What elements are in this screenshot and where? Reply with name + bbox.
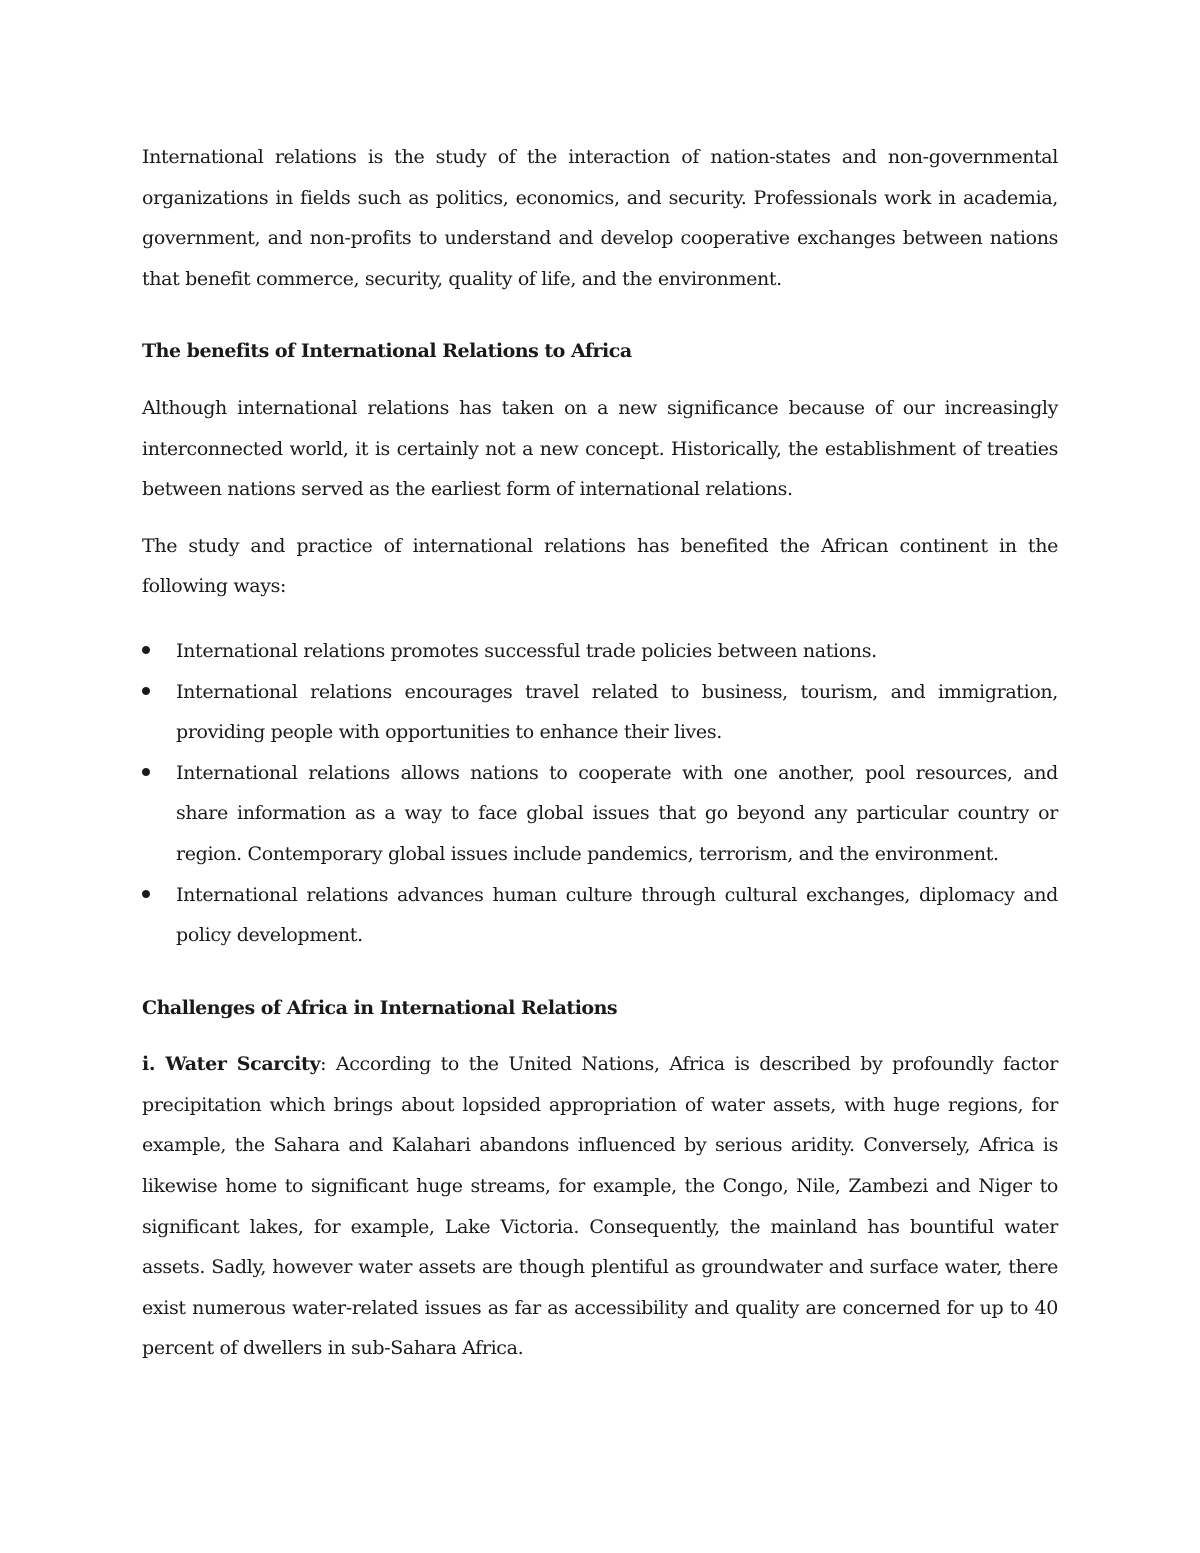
list-item [142,672,1058,753]
water-scarcity-paragraph [142,1044,1058,1369]
list-item [142,753,1058,875]
benefits-paragraph-1: Although international relations has taken on a new significance because of our increasingly interconnected world, it is certainly not a new concept. Historically, the establishment of treaties between nations served as the earliest form of international relations. [142,396,1058,501]
bullet-icon [142,890,150,898]
section-heading-benefits: The benefits of International Relations to Africa [142,340,632,363]
bullet-icon [142,646,150,654]
list-item-text: International relations allows nations to cooperate with one another, pool resources, and share information as a way to face global issues that go beyond any particular country or region. Contemporary global issues include pandemics, terrorism, and the environment. [176,761,1058,865]
intro-paragraph: International relations is the study of the interaction of nation-states and non-governmental organizations in fields such as politics, economics, and security. Professionals work in academia, government, and non-profits to understand and develop cooperative exchanges between nations that benefit commerce, security, quality of life, and the environment. [142,146,1058,290]
list-item [142,631,1058,672]
list-item [142,875,1058,956]
water-scarcity-text: : According to the United Nations, Africa is described by profoundly factor precipitation which brings about lopsided appropriation of water assets, with huge regions, for example, the Sahara and Kalahari abandons influenced by serious aridity. Conversely, Africa is likewise home to significant huge streams, for example, the Congo, Nile, Zambezi and Niger to significant lakes, for example, Lake Victoria. Consequently, the mainland has bountiful water assets. Sadly, however water assets are though plentiful as groundwater and surface water, there exist numerous water-related issues as far as accessibility and quality are concerned for up to 40 percent of dwellers in sub-Sahara Africa. [142,1053,1058,1360]
document-body [142,137,1058,1385]
bullet-icon [142,768,150,776]
section-heading-challenges: Challenges of Africa in International Relations [142,996,618,1019]
benefits-paragraph-2: The study and practice of international relations has benefited the African continent in the following ways: [142,534,1058,598]
bullet-icon [142,687,150,695]
benefits-list [142,631,1058,956]
list-item-text: International relations advances human culture through cultural exchanges, diplomacy and policy development. [176,883,1058,947]
list-item-text: International relations promotes successful trade policies between nations. [176,639,877,662]
water-scarcity-label: i. Water Scarcity [142,1053,321,1076]
list-item-text: International relations encourages travel related to business, tourism, and immigration, providing people with opportunities to enhance their lives. [176,680,1058,744]
